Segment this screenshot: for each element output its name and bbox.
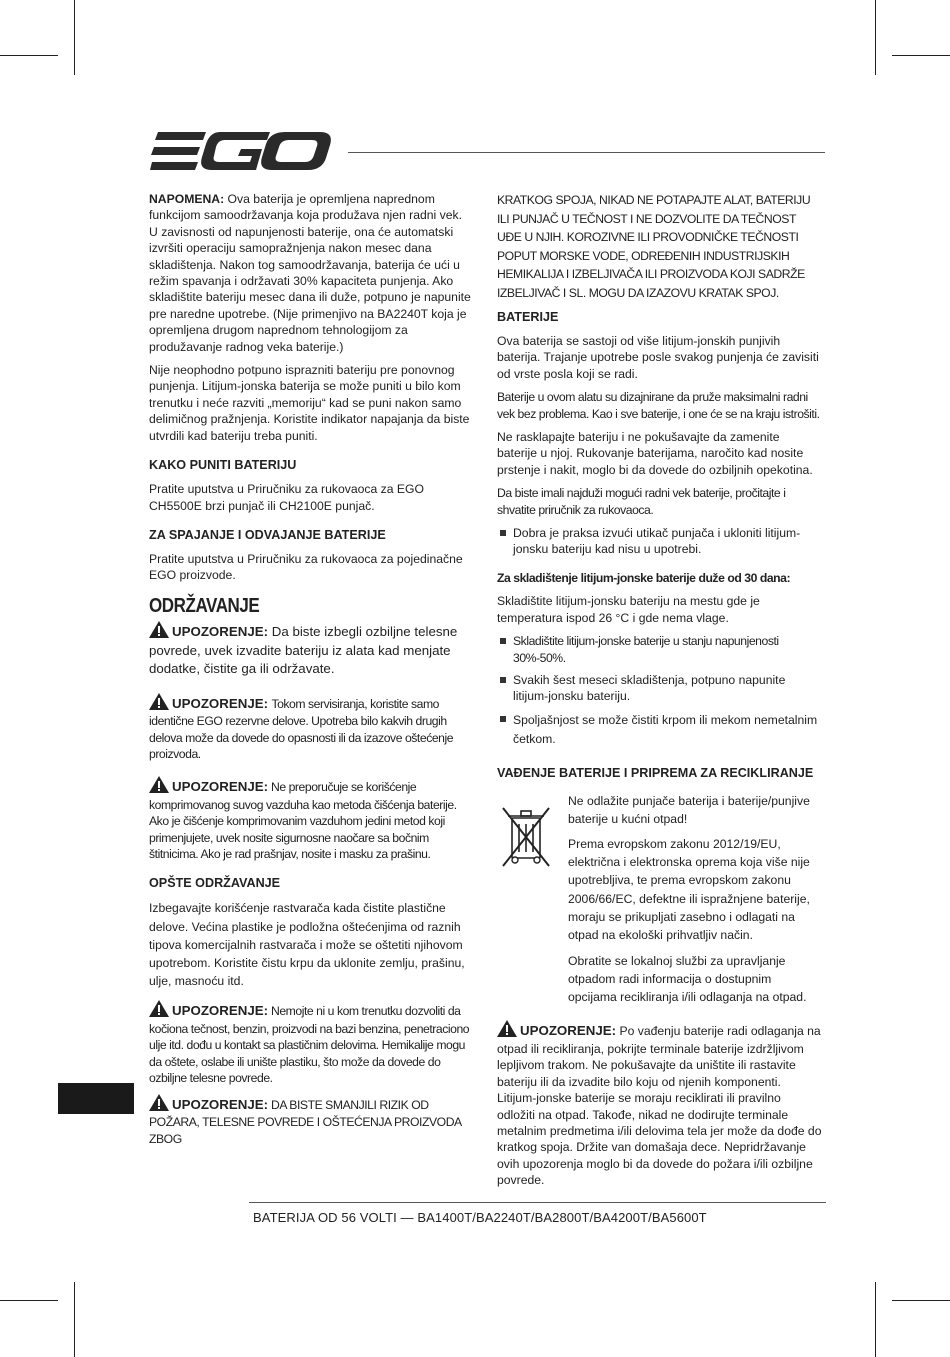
- warning-text: Da biste izbegli ozbiljne telesne povrede, uvek izvadite bateriju iz alata kad menjate dodatke, čistite ga ili održavate.: [149, 624, 458, 677]
- ego-logo: [150, 130, 332, 172]
- warning-text: Po vađenju baterije radi odlaganja na otpad ili recikliranja, pokrijte terminale baterije izdržljivom lepljivom trakom. Ne pokušavajte da uništite ili rastavite bateriju ili da izvadite bilo koju od njenih komponenti. Litijum-jonske baterije se moraju reciklirati ili pravilno odložiti na otpad. Takođe, nikad ne dodirujte terminale metalnim predmetima i/ili delovima tela jer može da dođe do kratkog spoja. Držite van domašaja dece. Nepridržavanje ovih upozorenja moglo bi da dovede do požara i/ili ozbiljne povrede.: [497, 1024, 822, 1188]
- warning-text: Tokom servisiranja, koristite samo identične EGO rezervne delove. Upotreba bilo kakvih drugih delova može da dovede do opasnosti ili da izazove oštećenje proizvoda.: [149, 696, 454, 761]
- warning-icon: [149, 621, 169, 638]
- storage-heading: Za skladištenje litijum-jonske baterije duže od 30 dana:: [497, 570, 791, 585]
- list-item: [497, 672, 822, 705]
- section-heading-recycling: VAĐENJE BATERIJE I PRIPREMA ZA RECIKLIRANJE: [497, 765, 814, 780]
- crop-mark: [0, 1300, 58, 1301]
- warning-icon: [149, 1094, 169, 1111]
- warning-label: UPOZORENJE:: [172, 1096, 269, 1112]
- header-rule: [348, 152, 825, 153]
- crop-mark: [875, 0, 876, 75]
- section-heading-general: OPŠTE ODRŽAVANJE: [149, 876, 281, 891]
- warning-2: [149, 693, 471, 763]
- section-heading-batteries: BATERIJE: [497, 310, 559, 324]
- battery-tips-list: [497, 525, 822, 558]
- batteries-paragraph-2: Baterije u ovom alatu su dizajnirane da pruže maksimalni radni vek bez problema. Kao i sve baterije, i one će se na kraju istrošiti.: [497, 390, 820, 421]
- language-tab-marker: [58, 1083, 134, 1114]
- warning-icon: [149, 693, 169, 710]
- crop-mark: [0, 55, 58, 56]
- general-paragraph: Izbegavajte korišćenje rastvarača kada čistite plastične delove. Većina plastike je podložna oštećenjima od raznih tipova komercijalnih rastvarača i može se oštetiti njihovom upotrebom. Koristite čistu krpu da uklonite zemlju, prašinu, ulje, masnoću itd.: [149, 901, 465, 989]
- left-column: [149, 191, 471, 1154]
- recycling-paragraph-2: Prema evropskom zakonu 2012/19/EU, električna i elektronska oprema koja više nije upotrebljiva, te prema evropskom zakonu 2006/66/EC, defektne ili ispražnjene baterije, moraju se prikupljati zasebno i odlagati na otpad na ekološki prihvatljiv način.: [568, 836, 810, 943]
- list-item-text: Dobra je praksa izvući utikač punjača i ukloniti litijum-jonsku bateriju kad nisu u upotrebi.: [513, 526, 801, 557]
- batteries-paragraph-4: Da biste imali najduži mogući radni vek baterije, pročitajte i shvatite priručnik za rukovaoca.: [497, 486, 786, 517]
- footer-rule: [249, 1202, 826, 1203]
- crossed-bin-icon: [497, 804, 555, 870]
- warning-text: Nemojte ni u kom trenutku dozvoliti da kočiona tečnost, benzin, proizvodi na bazi benzina, penetraciono ulje itd. dođu u kontakt sa plastičnim delovima. Hemikalije mogu da oštete, oslabe ili unište plastiku, što može da dovede do ozbiljne telesne povrede.: [149, 1004, 470, 1086]
- warning-label: UPOZORENJE:: [172, 1003, 269, 1019]
- warning-icon: [149, 776, 169, 793]
- warning-text: DA BISTE SMANJILI RIZIK OD POŽARA, TELESNE POVREDE I OŠTEĆENJA PROIZVODA ZBOG: [149, 1097, 462, 1146]
- charge-paragraph: Pratite uputstva u Priručniku za rukovaoca za EGO CH5500E brzi punjač ili CH2100E punjač.: [149, 482, 425, 513]
- right-column: [497, 191, 822, 1196]
- page-footer: BATERIJA OD 56 VOLTI — BA1400T/BA2240T/BA2800T/BA4200T/BA5600T: [253, 1210, 707, 1225]
- section-heading-maintenance: ODRŽAVANJE: [149, 594, 260, 617]
- warning-label: UPOZORENJE:: [172, 779, 269, 795]
- warning-icon: [497, 1020, 517, 1037]
- crop-mark: [892, 1300, 950, 1301]
- list-item: [497, 525, 822, 558]
- list-item: [497, 711, 822, 749]
- recycling-paragraph-1: Ne odlažite punjače baterija i baterije/punjive baterije u kućni otpad!: [568, 793, 810, 826]
- batteries-paragraph-1: Ova baterija se sastoji od više litijum-jonskih punjivih baterija. Trajanje upotrebe posle svakog punjenja će zavisiti od vrste posla koji se radi.: [497, 334, 819, 381]
- list-item-text: Svakih šest meseci skladištenja, potpuno napunite litijum-jonsku bateriju.: [513, 672, 786, 704]
- storage-paragraph: Skladištite litijum-jonsku bateriju na mestu gde je temperatura ispod 26 °C i gde nema vlage.: [497, 594, 760, 625]
- recycling-block: [497, 792, 822, 1007]
- warning-5-continued: KRATKOG SPOJA, NIKAD NE POTAPAJTE ALAT, BATERIJU ILI PUNJAČ U TEČNOST I NE DOZVOLITE DA TEČNOST UĐE U NJIH. KOROZIVNE ILI PROVODNIČKE TEČNOSTI POPUT MORSKE VODE, ODREĐENIH INDUSTRIJSKIH HEMIKALIJA I IZBELJIVAČA ILI PROIZVODA KOJI SADRŽE IZBELJIVAČ I SL. MOGU DA IZAZOVU KRATAK SPOJ.: [497, 193, 811, 300]
- crop-mark: [892, 55, 950, 56]
- storage-list: [497, 633, 822, 749]
- list-item-text: Spoljašnjost se može čistiti krpom ili mekom nemetalnim četkom.: [513, 712, 818, 746]
- warning-6: [497, 1020, 822, 1188]
- crop-mark: [74, 0, 75, 75]
- warning-label: UPOZORENJE:: [520, 1023, 617, 1039]
- warning-5: [149, 1094, 471, 1147]
- attach-paragraph: Pratite uputstva u Priručniku za rukovaoca za pojedinačne EGO proizvode.: [149, 551, 463, 583]
- list-item-text: Skladištite litijum-jonske baterije u stanju napunjenosti 30%-50%.: [513, 634, 779, 665]
- note-body: Ova baterija je opremljena naprednom funkcijom samoodržavanja koja produžava njen radni vek. U zavisnosti od napunjenosti baterije, ona će automatski izvršiti operaciju samopražnjenja nakon mesec dana skladištenja. Nakon tog samoodržavanja, baterija će ući u režim spavanja i održavati 30% kapaciteta punjenja. Ako skladištite bateriju mesec dana ili duže, potpuno je napunite pre naredne upotrebe. (Nije primenjivo na BA2240T koja je opremljena drugom naprednom tehnologijom za produžavanje radnog veka baterije.): [149, 192, 471, 354]
- note-paragraph: [149, 191, 471, 355]
- section-heading-attach: ZA SPAJANJE I ODVAJANJE BATERIJE: [149, 527, 386, 542]
- warning-icon: [149, 1000, 169, 1017]
- section-heading-charge: KAKO PUNITI BATERIJU: [149, 458, 297, 473]
- warning-text: Ne preporučuje se korišćenje komprimovanog suvog vazduha kao metoda čišćenja baterije. Ako je čišćenje komprimovanim vazduhom jedini metod koji primenjujete, uvek nosite sigurnosne naočare sa bočnim štitnicima. Ako je rad prašnjav, nosite i masku za prašinu.: [149, 780, 457, 862]
- warning-3: [149, 776, 471, 862]
- warning-4: [149, 1000, 471, 1086]
- recycling-paragraph-3: Obratite se lokalnoj službi za upravljanje otpadom radi informacija o dostupnim opcijama recikliranja i/ili odlaganja na otpad.: [568, 953, 807, 1005]
- warning-label: UPOZORENJE:: [172, 695, 269, 711]
- warning-label: UPOZORENJE:: [172, 624, 269, 640]
- crop-mark: [74, 1282, 75, 1357]
- warning-1: [149, 621, 471, 679]
- charging-info-paragraph: Nije neophodno potpuno isprazniti bateriju pre ponovnog punjenja. Litijum-jonska baterija se može puniti u bilo kom trenutku i neće razviti „memoriju“ kad se puni nakon samo delimičnog pražnjenja. Koristite indikator napajanja da biste utvrdili kad bateriju treba puniti.: [149, 363, 470, 443]
- crop-mark: [875, 1282, 876, 1357]
- note-label: NAPOMENA:: [149, 192, 225, 206]
- batteries-paragraph-3: Ne rasklapajte bateriju i ne pokušavajte da zamenite baterije u njoj. Rukovanje baterijama, naročito kad nosite prstenje i nakit, moglo bi da dovede do ozbiljnih opekotina.: [497, 430, 813, 477]
- list-item: [497, 633, 822, 666]
